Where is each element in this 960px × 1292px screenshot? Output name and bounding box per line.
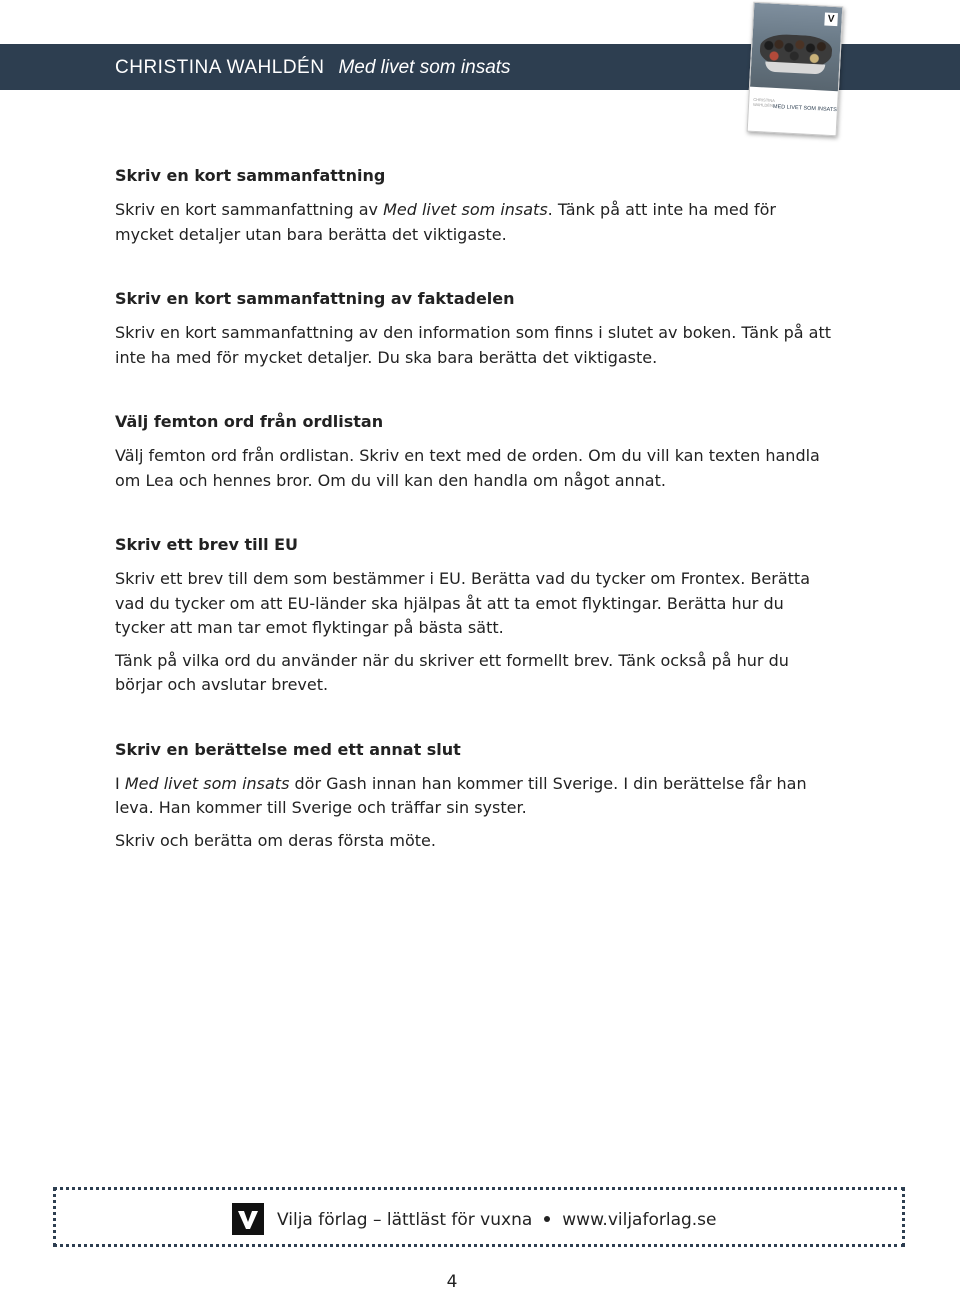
book-title-italic: Med livet som insats	[383, 200, 548, 219]
body-text: Skriv en kort sammanfattning av	[115, 200, 384, 219]
section-alternate-ending	[115, 736, 835, 854]
cover-author: CHRISTINA WAHLDÉN	[752, 96, 775, 108]
footer-website-link[interactable]: www.viljaforlag.se	[562, 1210, 717, 1230]
section-heading: Välj femton ord från ordlistan	[115, 412, 384, 431]
section-fact-summary	[115, 285, 835, 370]
section-body-2: Skriv och berätta om deras första möte.	[115, 830, 436, 850]
section-body: Välj femton ord från ordlistan. Skriv en text med de orden. Om du vill kan texten handla om Lea och hennes bror. Om du vill kan den handla om något annat.	[115, 446, 820, 490]
header-book-title: Med livet som insats	[338, 57, 511, 78]
main-content	[115, 160, 835, 853]
section-heading: Skriv en kort sammanfattning	[115, 166, 386, 185]
section-summary	[115, 162, 835, 247]
body-text: I	[115, 773, 125, 793]
section-heading: Skriv en berättelse med ett annat slut	[115, 739, 461, 759]
section-body-2: Tänk på vilka ord du använder när du skriver ett formellt brev. Tänk också på hur du börjar och avslutar brevet.	[115, 650, 789, 694]
body-text: dör Gash innan han kommer till Sverige. I din berättelse får han leva. Han kommer till Sverige och träffar sin syster.	[115, 773, 807, 817]
cover-publisher-logo: V	[824, 12, 838, 26]
section-letter-eu	[115, 531, 835, 698]
section-body	[115, 772, 835, 821]
section-body: Skriv ett brev till dem som bestämmer i EU. Berätta vad du tycker om Frontex. Berätta vad du tycker om att EU-länder ska hjälpas åt att ta emot flyktingar. Berätta hur du tycker att man tar emot flyktingar på bästa sätt.	[115, 569, 811, 637]
footer-publisher: Vilja förlag – lättläst för vuxna	[277, 1210, 533, 1230]
section-body: Skriv en kort sammanfattning av den information som finns i slutet av boken. Tänk på att inte ha med för mycket detaljer. Du ska bara berätta det viktigaste.	[115, 323, 831, 367]
bullet-dot-icon	[544, 1216, 550, 1222]
vilja-logo-icon	[232, 1203, 264, 1235]
cover-boat-hull	[765, 61, 825, 74]
cover-title: MED LIVET SOM INSATS	[772, 103, 838, 114]
book-title-italic: Med livet som insats	[124, 773, 290, 793]
section-body	[115, 198, 835, 247]
section-heading: Skriv en kort sammanfattning av faktadelen	[115, 289, 515, 308]
body-text: . Tänk på att inte ha med för mycket detaljer utan bara berätta det viktigaste.	[115, 200, 777, 244]
section-word-list	[115, 408, 835, 493]
footer-text	[277, 1207, 717, 1233]
page-number: 4	[446, 1272, 458, 1292]
section-heading: Skriv ett brev till EU	[115, 535, 299, 554]
header-author: CHRISTINA WAHLDÉN	[115, 57, 325, 78]
header	[115, 44, 511, 90]
book-cover-image	[747, 2, 844, 137]
